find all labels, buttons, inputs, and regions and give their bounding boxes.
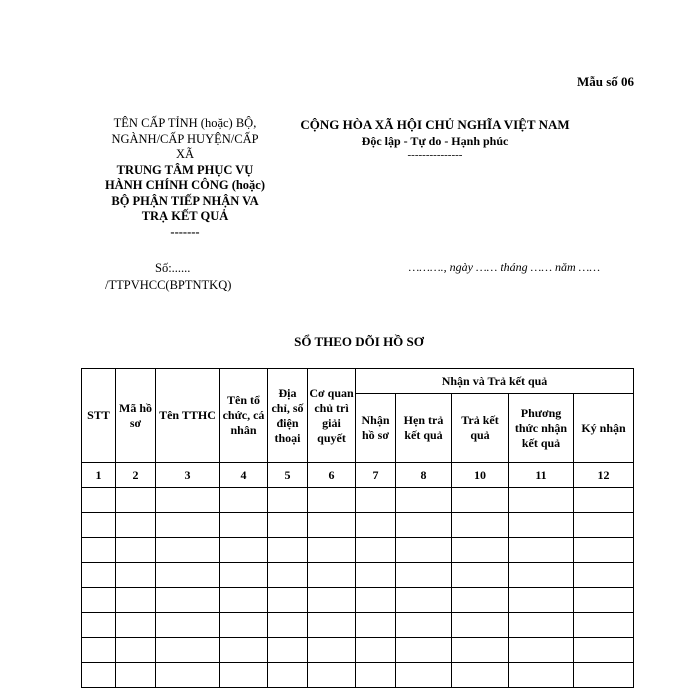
column-number: 3 [156, 463, 220, 488]
issuer-line-5: HÀNH CHÍNH CÔNG (hoặc) [104, 178, 266, 192]
reference-line-1: Số:...... [155, 261, 191, 275]
issuer-line-6: BỘ PHẬN TIẾP NHẬN VA [111, 193, 259, 208]
issuer-line-7: TRẠ KẾT QUẢ [141, 209, 229, 223]
national-header [285, 116, 585, 160]
column-header-returned: Trả kết quả [452, 394, 509, 463]
column-number: 2 [116, 463, 156, 488]
table-row [82, 563, 634, 588]
issuer-line-4: TRUNG TÂM PHỤC VỤ [116, 162, 254, 177]
reference-number [80, 260, 280, 294]
issuer-line-3: XÃ [175, 147, 195, 161]
column-header-file-code: Mã hồ sơ [116, 369, 156, 463]
date-line: ………., ngày …… tháng …… năm …… [408, 260, 600, 274]
column-number: 8 [396, 463, 452, 488]
column-header-procedure-name: Tên TTHC [156, 369, 220, 463]
issuer-line-1: TÊN CẤP TỈNH (hoặc) BỘ, [113, 116, 257, 130]
issuing-authority-block [80, 116, 290, 240]
column-number: 10 [452, 463, 509, 488]
form-number: Mẫu số 06 [576, 74, 634, 89]
empty-records-body [82, 488, 634, 688]
column-header-signature: Ký nhận [574, 394, 634, 463]
column-header-applicant: Tên tổ chức, cá nhân [220, 369, 268, 463]
nation-name: CỘNG HÒA XÃ HỘI CHỦ NGHĨA VIỆT NAM [300, 117, 570, 132]
issuer-separator: ------- [170, 224, 200, 239]
column-header-delivery-method: Phương thức nhận kết quả [509, 394, 574, 463]
table-row [82, 638, 634, 663]
table-row [82, 588, 634, 613]
column-number: 5 [268, 463, 308, 488]
national-separator: --------------- [407, 149, 463, 161]
reference-line-2: /TTPVHCC(BPTNTKQ) [105, 278, 232, 292]
column-number: 11 [509, 463, 574, 488]
column-number-row [82, 463, 634, 488]
national-motto: Độc lập - Tự do - Hạnh phúc [361, 134, 509, 148]
column-header-appointment: Hẹn trả kết quả [396, 394, 452, 463]
column-number: 12 [574, 463, 634, 488]
column-header-received: Nhận hồ sơ [356, 394, 396, 463]
column-header-address-phone: Địa chỉ, số điện thoại [268, 369, 308, 463]
document-title: SỔ THEO DÕI HỒ SƠ [294, 334, 424, 349]
table-row [82, 488, 634, 513]
issuer-line-2: NGÀNH/CẤP HUYỆN/CẤP [111, 131, 259, 146]
records-table [81, 368, 634, 688]
column-number: 4 [220, 463, 268, 488]
column-number: 6 [308, 463, 356, 488]
table-row [82, 613, 634, 638]
column-header-stt: STT [82, 369, 116, 463]
column-number: 7 [356, 463, 396, 488]
table-row [82, 513, 634, 538]
column-number: 1 [82, 463, 116, 488]
table-row [82, 538, 634, 563]
column-header-lead-agency: Cơ quan chủ trì giải quyết [308, 369, 356, 463]
column-group-receive-return: Nhận và Trả kết quả [356, 369, 634, 394]
table-row [82, 663, 634, 688]
